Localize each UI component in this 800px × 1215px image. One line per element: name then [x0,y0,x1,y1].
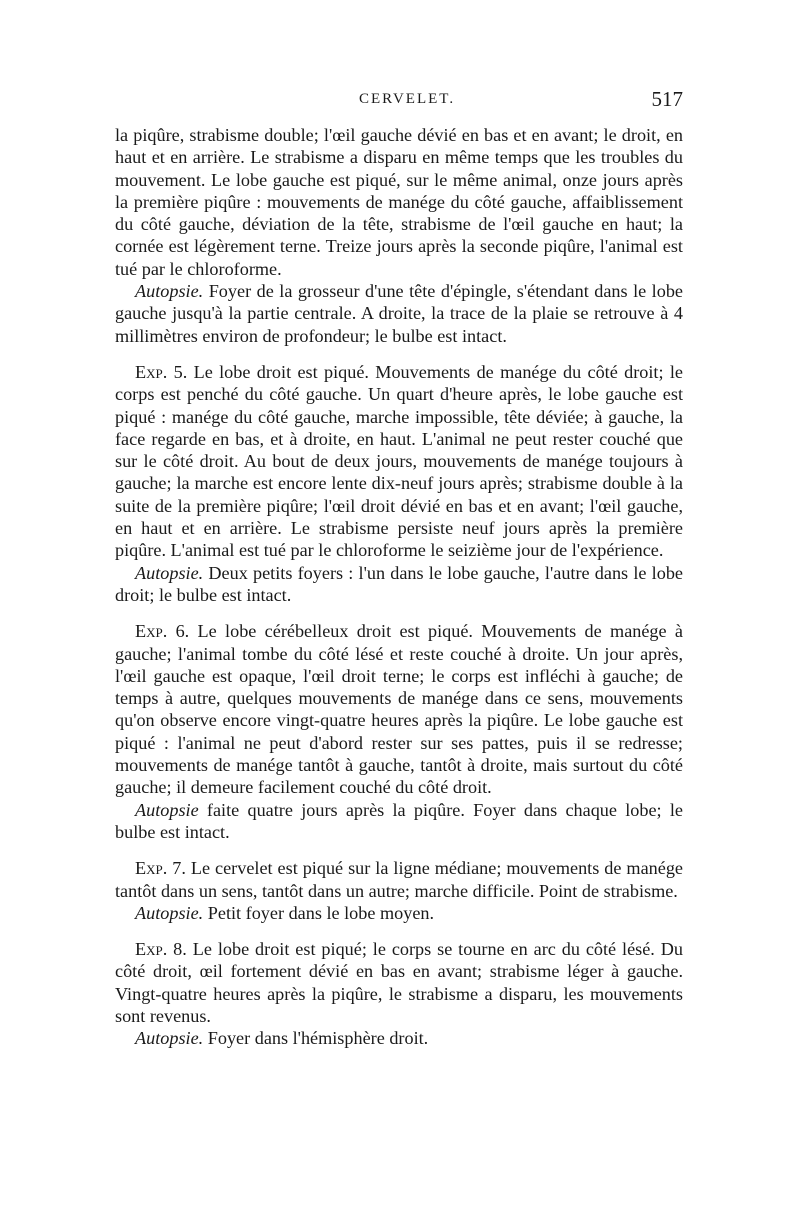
paragraph-text: Foyer de la grosseur d'une tête d'épingle, s'étendant dans le lobe gauche jusqu'à la partie centrale. A droite, la trace de la plaie se retrouve à 4 millimètres environ de profondeur; le bulbe est intact. [115,281,683,346]
paragraph-text: Le lobe droit est piqué; le corps se tourne en arc du côté lésé. Du côté droit, œil fortement dévié en bas en avant; strabisme léger à gauche. Vingt-quatre heures après la piqûre, le strabisme a disparu, les mouvements sont revenus. [115,939,683,1026]
body-text [115,124,683,1050]
page-header [115,87,683,115]
page-number: 517 [651,87,683,111]
paragraph-experiment-7 [115,857,683,902]
paragraph-text: Le cervelet est piqué sur la ligne médiane; mouvements de manége tantôt dans un sens, tantôt dans un autre; marche difficile. Point de strabisme. [115,858,683,901]
paragraph-continuation [115,124,683,280]
autopsie-label: Autopsie. [135,562,204,583]
paragraph-text: faite quatre jours après la piqûre. Foyer dans chaque lobe; le bulbe est intact. [115,799,683,842]
experiment-label: Exp. 6. [135,621,190,642]
paragraph-experiment-6 [115,620,683,798]
paragraph-experiment-8 [115,938,683,1027]
paragraph-text: Foyer dans l'hémisphère droit. [203,1028,429,1049]
paragraph-autopsie [115,280,683,347]
autopsie-label: Autopsie. [135,281,204,302]
paragraph-text: Le lobe droit est piqué. Mouvements de manége du côté droit; le corps est penché du côté gauche. Un quart d'heure après, le lobe gauche est piqué : manége du côté gauche, marche impossible, tête déviée; à gauche, la face regarde en bas, et à droite, en haut. L'animal ne peut rester couché que sur le côté droit. Au bout de deux jours, mouvements de manége toujours à gauche; la marche est encore lente dix-neuf jours après; strabisme double à la suite de la première piqûre; l'œil droit dévié en bas et en avant; l'œil gauche, en haut et en arrière. Le strabisme persiste neuf jours après la première piqûre. L'animal est tué par le chloroforme le seizième jour de l'expérience. [115,361,684,561]
paragraph-experiment-5 [115,361,683,562]
running-title: CERVELET. [359,91,456,107]
paragraph-autopsie [115,1027,683,1049]
experiment-label: Exp. 8. [135,939,187,960]
paragraph-autopsie [115,902,683,924]
autopsie-label: Autopsie. [135,1028,204,1049]
paragraph-text: Deux petits foyers : l'un dans le lobe gauche, l'autre dans le lobe droit; le bulbe est intact. [115,562,683,605]
experiment-label: Exp. 7. [135,858,186,879]
paragraph-text: Le lobe cérébelleux droit est piqué. Mouvements de manége à gauche; l'animal tombe du côté lésé et reste couché à droite. Un jour après, l'œil gauche est opaque, l'œil droit terne; le corps est infléchi à gauche; de temps à autre, quelques mouvements de manége dans ce sens, mouvements qu'on observe encore vingt-quatre heures après la piqûre. Le lobe gauche est piqué : l'animal ne peut d'abord rester sur ses pattes, puis il se redresse; mouvements de manége tantôt à gauche, tantôt à droite, mais surtout du côté gauche; il demeure facilement couché du côté droit. [115,621,683,798]
autopsie-label: Autopsie [135,799,199,820]
paragraph-text: la piqûre, strabisme double; l'œil gauche dévié en bas et en avant; le droit, en haut et en arrière. Le strabisme a disparu en même temps que les troubles du mouvement. Le lobe gauche est piqué, sur le même animal, onze jours après la première piqûre : mouvements de manége du côté gauche, affaiblissement du côté gauche, déviation de la tête, strabisme de l'œil gauche en haut; la cornée est légèrement terne. Treize jours après la seconde piqûre, l'animal est tué par le chloroforme. [115,125,683,279]
experiment-label: Exp. 5. [135,361,188,382]
autopsie-label: Autopsie. [135,902,204,923]
paragraph-autopsie [115,799,683,844]
paragraph-text: Petit foyer dans le lobe moyen. [203,902,435,923]
paragraph-autopsie [115,562,683,607]
